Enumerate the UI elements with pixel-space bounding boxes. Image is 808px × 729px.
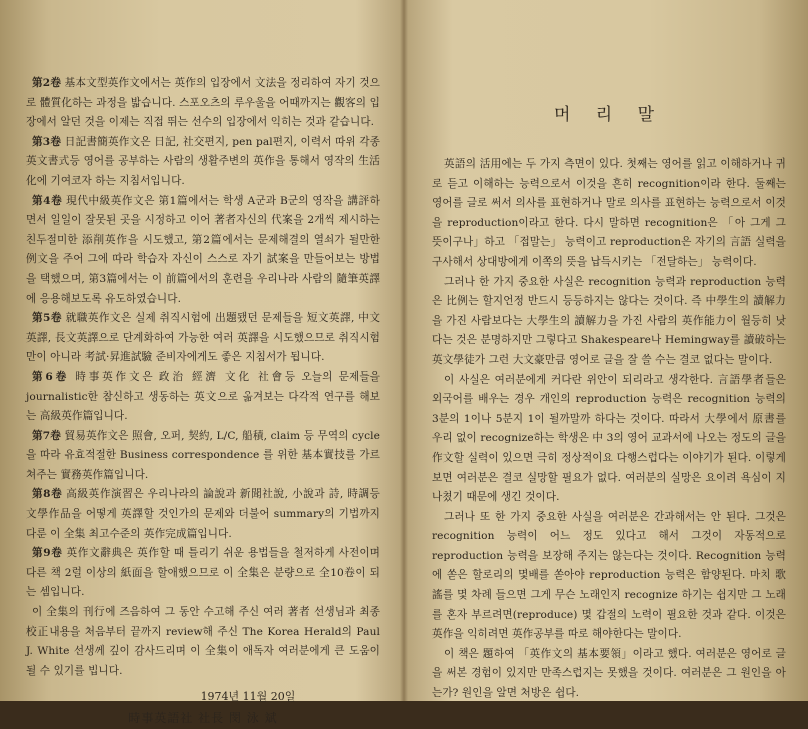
volume-number: 第7卷 [32,429,61,442]
volume-number: 第9卷 [32,547,63,560]
volume-number: 第5卷 [32,312,62,325]
volume-description: 英作文辭典은 英作할 때 틀리기 쉬운 용법들을 철저하게 사전이며 다른 책 2럴 이상의 紙面을 할애했으므로 이 全集은 분량으로 全10卷이 되는 셈입니다. [26,547,380,599]
volume-description: 就職英作文은 실제 취직시험에 出題됐던 문제들을 短文英譯, 中文英譯, 長文英譯으로 단계화하여 가능한 여러 英譯을 시도했으므로 취직시험만이 아니라 考試·昇進試驗 준비자에게도 좋은 지침서가 됩니다. [26,312,381,364]
preface-body [432,155,786,704]
preface-paragraph: 이 책은 題하여 「英作文의 基本要領」이라고 했다. 여러분은 영어로 글을 써본 경험이 있지만 만족스럽지는 못했을 것이다. 여러분은 그 원인을 아는가? 원인을 알면 처방은 쉽다. [432,647,786,700]
volume-entry [26,192,380,310]
volume-entry [26,133,380,192]
volume-number: 第2卷 [32,77,62,89]
volume-entry [26,427,380,486]
closing-paragraph: 이 全集의 刊行에 즈음하여 그 동안 수고해 주신 여러 著者 선생님과 최종 校正내용을 처음부터 끝까지 review해 주신 The Korea Herald의 Paul J. White 선생께 깊이 감사드리며 이 全集이 애독자 여러분에게 큰 도움이 될 수 있기를 빕니다. [26,606,380,677]
signature-block [26,687,380,729]
left-page [0,0,398,726]
volume-entry [26,485,380,544]
preface-paragraph: 英語의 活用에는 두 가지 측면이 있다. 첫째는 영어를 읽고 이해하거나 귀로 듣고 이해하는 능력으로서 이것을 흔히 recognition이라 한다. 둘째는 영어를 글로 써서 의사를 표현하거나 말로 의사를 표현하는 능력으로서 이것을 reproduction이라고 한다. 다시 말하면 recognition은 「아 그게 그 뜻이구나」하고 「접말는」 능력이고 reproduction은 자기의 言語 실력을 구사해서 상대방에게 이쪽의 뜻을 납득시키는 「전달하는」 능력이다. [432,158,786,268]
volume-description: 現代中級英作文은 第1篇에서는 학생 A군과 B군의 영작을 講評하면서 일일이 잘못된 곳을 시정하고 이어 著者자신의 代案을 2개씩 제시하는 친두절미한 添削英作을 시도했고, 第2篇에서는 문제해결의 열쇠가 될만한 例文을 주어 그에 따라 학습자 자신이 스스로 자기 試案을 만들어보는 방법을 택했으며, 第3篇에서는 이 前篇에서의 훈련을 우리나라 사람의 隨筆英譯에 응용해보도록 유도하였습니다. [26,194,380,305]
volume-entry [26,309,380,368]
volume-number: 第8卷 [32,488,63,501]
volume-number: 第6卷 [32,370,70,383]
date: 1974년 11월 20일 [200,690,296,704]
volume-entry [26,74,380,133]
volume-description: 基本文型英作文에서는 英作의 입장에서 文法을 정리하여 자기 것으로 體質化하는 과정을 밟습니다. 스포오츠의 루우울을 어때까지는 觀客의 입장에서 알던 것을 이제는 직접 뛰는 선수의 입장에서 익히는 것과 같습니다. [26,77,381,129]
preface-paragraph: 그러나 한 가지 중요한 사실은 recognition 능력과 reproduction 능력은 比例는 할지언정 반드시 등등하지는 않다는 것이다. 즉 中學生의 讀解力을 가진 사람보다는 大學生의 讀解力을 가진 사람의 英作能力이 월등히 낫다는 것은 분명하지만 그렇다고 Shakespeare나 Hemingway를 讀破하는 英文學徒가 그런 大文豪만큼 영어로 글을 잘 쓸 수는 결코 없다는 말이다. [432,275,786,366]
volume-description: 高級英作演習은 우리나라의 論說과 新聞社說, 小說과 詩, 時調등 文學作品을 어떻게 英譯할 것인가의 문제와 더불어 summary의 기법까지 다룬 이 全集 최고수준의 英作完成篇입니다. [26,488,381,540]
signer: 時事英語社 社長 閔 泳 斌 [128,711,278,726]
volume-description: 貿易英作文은 照會, 오퍼, 契約, L/C, 船積, claim 등 무역의 cycle을 따라 유효적절한 Business correspondence 를 위한 基本實技를 가르쳐주는 實務英作篇입니다. [26,429,381,481]
volume-description: 時事英作文은 政治 經濟 文化 社會등 오늘의 문제들을 journalistic한 참신하고 생동하는 英文으로 옮겨보는 다각적 연구를 해보는 高級英作篇입니다. [26,370,381,423]
volume-number: 第4卷 [32,194,63,207]
volume-number: 第3卷 [32,135,62,148]
volume-description: 日記書簡英作文은 日記, 社交편지, pen pal편지, 이력서 따위 각종 英文書式등 영어를 공부하는 사람의 생활주변의 英作을 통해서 영작의 生活化에 기여코자 하는 지침서입니다. [26,135,380,187]
preface-paragraph: 그러나 또 한 가지 중요한 사실을 여러분은 간과해서는 안 된다. 그것은 recognition 능력이 어느 정도 있다고 해서 그것이 자동적으로 reproduction 능력을 보장해 주지는 않는다는 것이다. Recognition 능력에 쏟은 할로리의 몇배를 쏟아야 reproduction 능력은 함양된다. 마치 歌謠를 몇 차례 들으면 그게 무슨 노래인지 recognize 하기는 쉽지만 그 노래를 혼자 부르려면(reproduce) 몇 갑절의 노력이 필요한 것과 같다. 이것은 英作을 익히려면 英作공부를 따로 해야한다는 말이다. [432,510,786,641]
right-page [410,0,808,701]
volume-entry [26,368,380,427]
volume-entry [26,544,380,603]
preface-title: 머 리 말 [553,105,665,125]
preface-paragraph: 이 사실은 여러분에게 커다란 위안이 되리라고 생각한다. 言語學者들은 외국어를 배우는 경우 개인의 reproduction 능력은 recognition 능력의 3분의 1이나 5분지 1이 될까말까 하다는 것이다. 따라서 大學에서 原書를 우리 없이 recognize하는 학생은 中 3의 영어 교과서에 나오는 정도의 글을 作文할 실력이 있으면 극히 정상적이요 다행스럽다는 이야기가 된다. 이렇게 보면 여러분은 결코 실망할 필요가 없다. 여러분의 실망은 요이려 욕심이 지나쳤기 때문에 생긴 것이다. [432,373,786,504]
